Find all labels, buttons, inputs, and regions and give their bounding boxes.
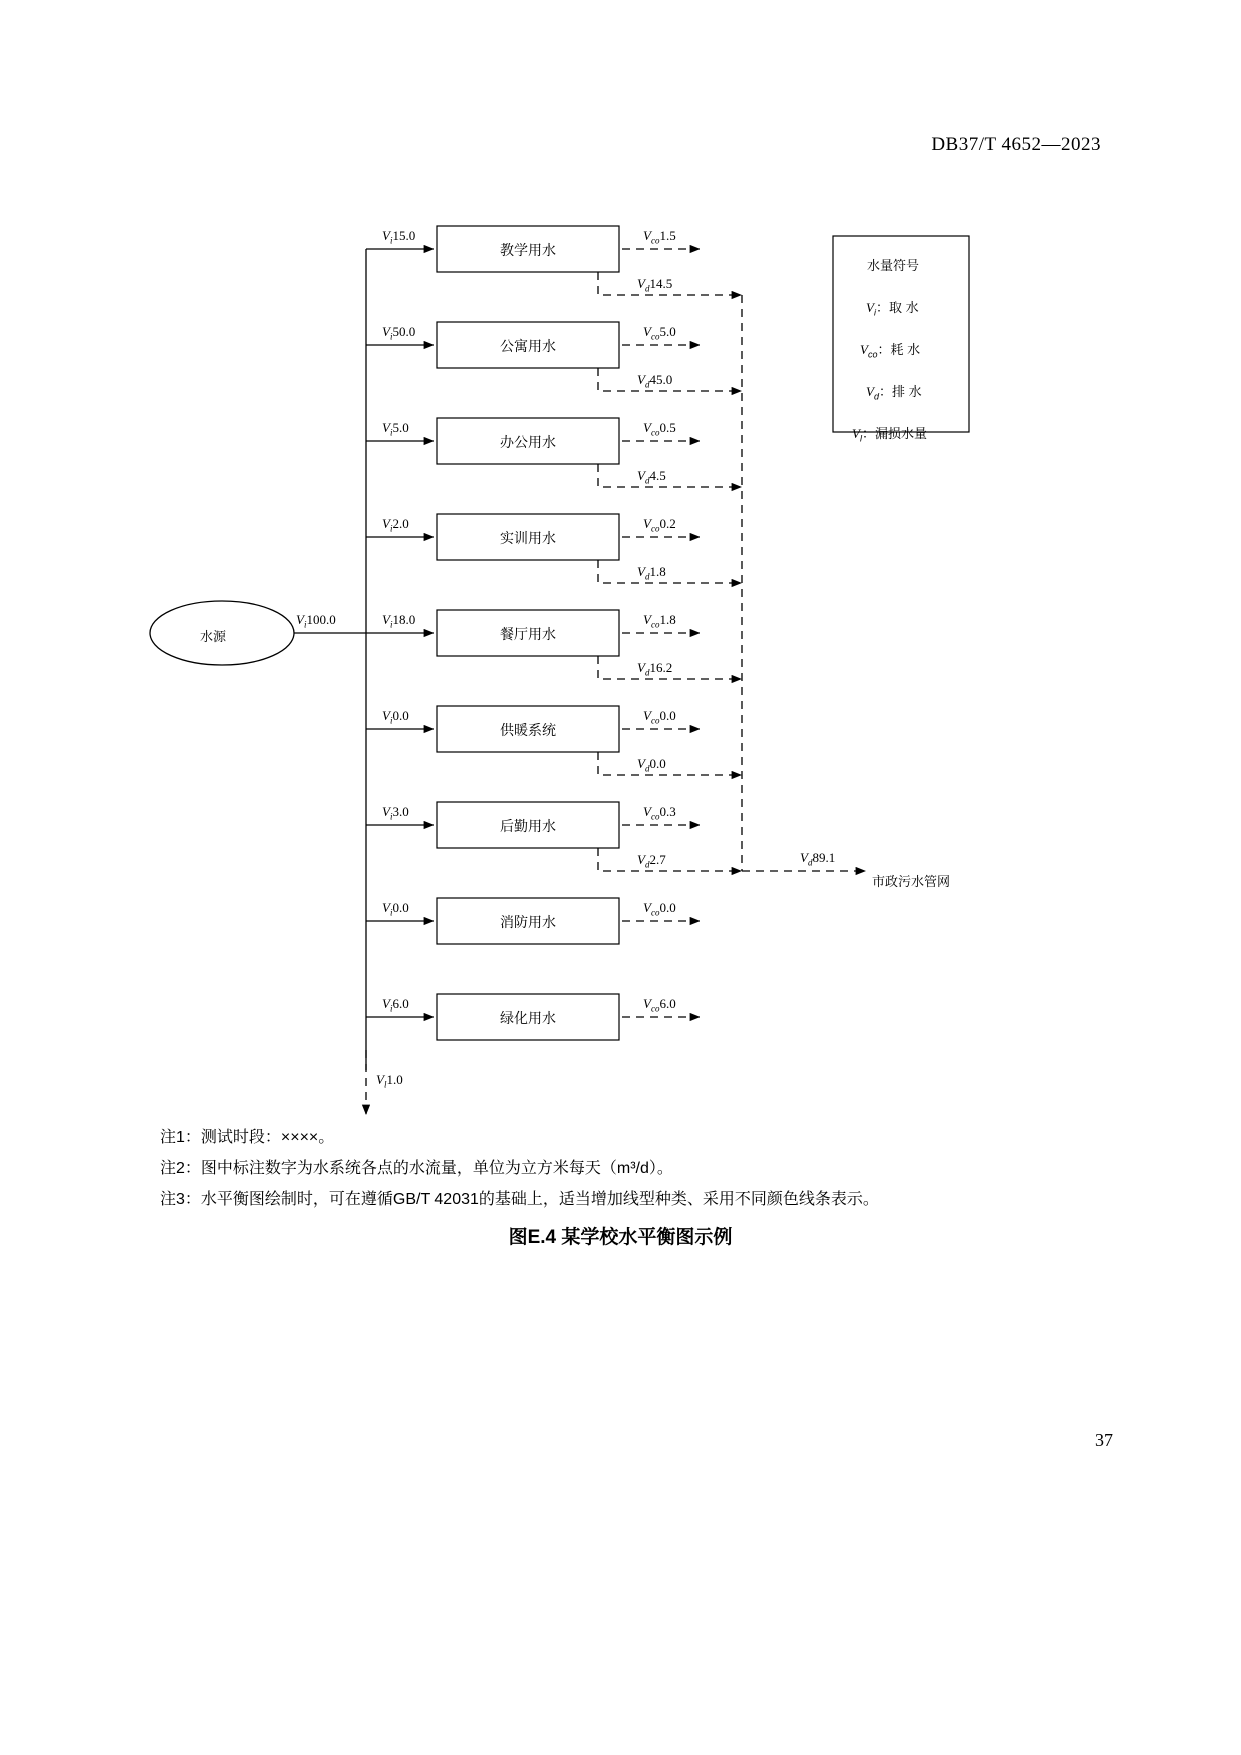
process-box-label: 消防用水 bbox=[500, 914, 556, 930]
process-box-label: 供暖系统 bbox=[500, 722, 556, 738]
figure-notes bbox=[160, 1122, 1100, 1215]
discharge-flow-label: $V_d1.8$ bbox=[637, 564, 666, 582]
process-box-label: 公寓用水 bbox=[500, 338, 556, 354]
process-box-label: 办公用水 bbox=[500, 434, 556, 450]
leak-flow-label: $V_l1.0$ bbox=[376, 1072, 403, 1090]
page-header: DB37/T 4652—2023 bbox=[931, 134, 1101, 155]
intake-flow-label: $V_i6.0$ bbox=[382, 996, 409, 1014]
consumption-flow-label: $V_{co}0.0$ bbox=[643, 708, 676, 726]
process-box-label: 后勤用水 bbox=[500, 818, 556, 834]
sewer-network-label: 市政污水管网 bbox=[872, 874, 951, 889]
consumption-flow-label: $V_{co}1.8$ bbox=[643, 612, 676, 630]
discharge-flow-label: $V_d2.7$ bbox=[637, 852, 666, 870]
consumption-flow-label: $V_{co}1.5$ bbox=[643, 228, 676, 246]
consumption-flow-label: $V_{co}0.0$ bbox=[643, 900, 676, 918]
process-box-label: 绿化用水 bbox=[500, 1010, 556, 1026]
legend-item: $V_i$：取 水 bbox=[866, 300, 919, 318]
water-balance-diagram bbox=[0, 190, 1241, 1130]
page-number: 37 bbox=[1095, 1430, 1113, 1450]
intake-flow-label: $V_i18.0$ bbox=[382, 612, 416, 630]
process-box-label: 教学用水 bbox=[500, 242, 556, 258]
discharge-flow-label: $V_d0.0$ bbox=[637, 756, 666, 774]
note-line: 注2：图中标注数字为水系统各点的水流量，单位为立方米每天（m³/d）。 bbox=[160, 1160, 673, 1177]
discharge-flow-label: $V_d45.0$ bbox=[637, 372, 673, 390]
consumption-flow-label: $V_{co}0.5$ bbox=[643, 420, 676, 438]
consumption-flow-label: $V_{co}0.2$ bbox=[643, 516, 676, 534]
process-box-label: 餐厅用水 bbox=[500, 626, 556, 642]
discharge-flow-label: $V_d16.2$ bbox=[637, 660, 673, 678]
discharge-flow-label: $V_d14.5$ bbox=[637, 276, 673, 294]
intake-flow-label: $V_i5.0$ bbox=[382, 420, 409, 438]
note-line: 注1：测试时段：××××。 bbox=[160, 1129, 335, 1146]
note-line: 注3：水平衡图绘制时，可在遵循GB/T 42031的基础上，适当增加线型种类、采用不同颜色线条表示。 bbox=[160, 1191, 879, 1208]
intake-flow-label: $V_i0.0$ bbox=[382, 900, 409, 918]
process-box-label: 实训用水 bbox=[500, 530, 556, 546]
source-node-label: 水源 bbox=[200, 629, 227, 644]
diagram-canvas bbox=[0, 190, 1241, 1130]
consumption-flow-label: $V_{co}0.3$ bbox=[643, 804, 676, 822]
legend-title: 水量符号 bbox=[867, 258, 920, 273]
discharge-flow-label: $V_d4.5$ bbox=[637, 468, 666, 486]
sewer-flow-label: $V_d89.1$ bbox=[800, 850, 836, 868]
legend-item: $V_d$：排 水 bbox=[866, 384, 922, 402]
legend-item: $V_{co}$：耗 水 bbox=[860, 342, 921, 360]
consumption-flow-label: $V_{co}5.0$ bbox=[643, 324, 676, 342]
figure-caption: 图E.4 某学校水平衡图示例 bbox=[508, 1227, 733, 1248]
consumption-flow-label: $V_{co}6.0$ bbox=[643, 996, 676, 1014]
intake-flow-label: $V_i15.0$ bbox=[382, 228, 416, 246]
intake-flow-label: $V_i0.0$ bbox=[382, 708, 409, 726]
source-flow-label: $V_i100.0$ bbox=[296, 612, 336, 630]
intake-flow-label: $V_i50.0$ bbox=[382, 324, 416, 342]
legend-item: $V_l$：漏损水量 bbox=[852, 426, 927, 444]
intake-flow-label: $V_i3.0$ bbox=[382, 804, 409, 822]
intake-flow-label: $V_i2.0$ bbox=[382, 516, 409, 534]
